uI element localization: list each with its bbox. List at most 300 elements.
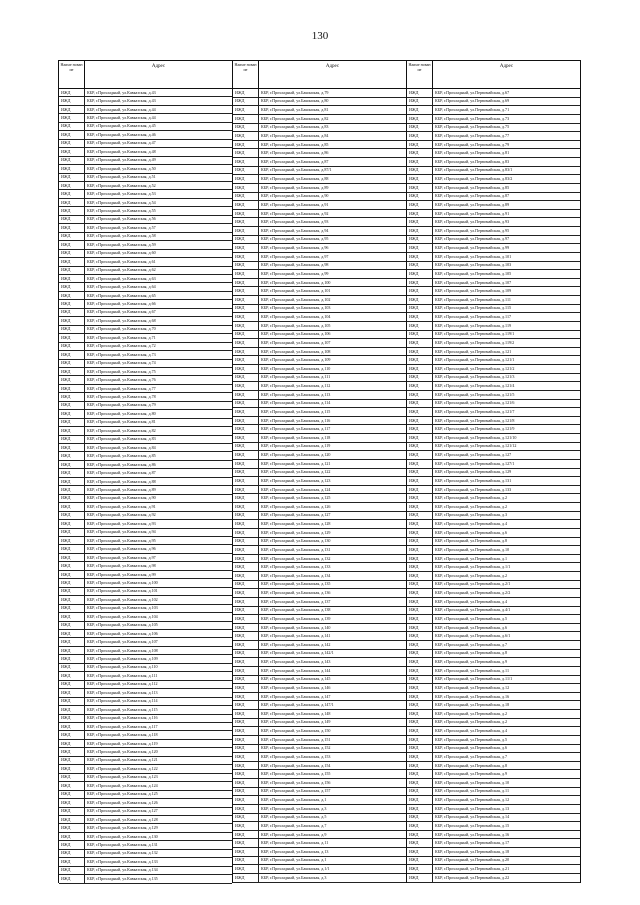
table-row: [233, 184, 406, 193]
row-address: КБР, г.Прохладный, ул.Бакинская, д.138: [261, 608, 331, 613]
row-type: ИЖД: [407, 253, 433, 261]
row-type: ИЖД: [407, 538, 433, 546]
row-type: ИЖД: [407, 736, 433, 744]
table-row: [59, 554, 232, 562]
row-address: КБР, г.Прохладный, ул.Бакинская, д.108: [261, 349, 331, 354]
row-address: КБР, г.Прохладный, ул.Бакинская, д.153: [261, 754, 331, 759]
table-row: [233, 305, 406, 314]
row-type: ИЖД: [59, 300, 85, 307]
table-row: [59, 715, 232, 723]
table-row: [407, 106, 580, 115]
row-address: КБР, г.Прохладный, ул.Бакинская, д.3: [261, 806, 327, 811]
row-address: КБР, г.Прохладный, ул.Первомайская, д.121/8: [435, 418, 515, 423]
row-address: КБР, г.Прохладный, ул.Кавказская, д.64: [87, 285, 156, 290]
row-type: ИЖД: [233, 305, 259, 313]
table-row: [407, 262, 580, 271]
table-row: [233, 814, 406, 823]
table-row: [59, 199, 232, 207]
table-row: [233, 348, 406, 357]
row-address: КБР, г.Прохладный, ул.Бакинская, д.1: [261, 858, 327, 863]
table-row: [59, 782, 232, 790]
table-row: [407, 193, 580, 202]
table-row: [59, 824, 232, 832]
row-address: КБР, г.Прохладный, ул.Бакинская, д.83: [261, 125, 329, 130]
row-type: ИЖД: [59, 571, 85, 578]
row-address: КБР, г.Прохладный, ул.Бакинская, д.110: [261, 366, 331, 371]
table-row: [407, 460, 580, 469]
table-row: [59, 579, 232, 587]
row-address: КБР, г.Прохладный, ул.Первомайская, д.121/1: [435, 358, 515, 363]
row-address: КБР, г.Прохладный, ул.Кавказская, д.96: [87, 547, 156, 552]
row-address: КБР, г.Прохладный, ул.Кавказская, д.47: [87, 141, 156, 146]
table-row: [407, 632, 580, 641]
row-address: КБР, г.Прохладный, ул.Бакинская, д.134: [261, 573, 331, 578]
row-type: ИЖД: [407, 408, 433, 416]
row-type: ИЖД: [407, 175, 433, 183]
table-row: [407, 546, 580, 555]
row-address: КБР, г.Прохладный, ул.Бакинская, д.101: [261, 289, 331, 294]
row-type: ИЖД: [59, 630, 85, 637]
row-address: КБР, г.Прохладный, ул.Кавказская, д.63: [87, 276, 156, 281]
row-address: КБР, г.Прохладный, ул.Кавказская, д.67: [87, 310, 156, 315]
row-type: ИЖД: [407, 417, 433, 425]
table-row: [233, 374, 406, 383]
row-address: КБР, г.Прохладный, ул.Бакинская, д.87/1: [261, 168, 332, 173]
row-type: ИЖД: [59, 765, 85, 772]
row-address: КБР, г.Прохладный, ул.Бакинская, д.100: [261, 280, 331, 285]
row-address: КБР, г.Прохладный, ул.Кавказская, д.95: [87, 538, 156, 543]
table-row: [59, 207, 232, 215]
row-type: ИЖД: [407, 658, 433, 666]
row-address: КБР, г.Прохладный, ул.Бакинская, д.95: [261, 237, 329, 242]
row-address: КБР, г.Прохладный, ул.Кавказская, д.107: [87, 640, 158, 645]
row-type: ИЖД: [233, 822, 259, 830]
row-type: ИЖД: [59, 757, 85, 764]
row-address: КБР, г.Прохладный, ул.Первомайская, д.121/4: [435, 384, 515, 389]
row-type: ИЖД: [233, 287, 259, 295]
table-row: [407, 400, 580, 409]
row-address: КБР, г.Прохладный, ул.Бакинская, д.119: [261, 444, 331, 449]
table-row: [59, 588, 232, 596]
row-type: ИЖД: [407, 469, 433, 477]
row-address: КБР, г.Прохладный, ул.Первомайская, д.10: [435, 780, 510, 785]
table-row: [59, 436, 232, 444]
table-row: [59, 537, 232, 545]
row-type: ИЖД: [59, 385, 85, 392]
row-type: ИЖД: [233, 227, 259, 235]
table-row: [59, 850, 232, 858]
table-row: [233, 460, 406, 469]
table-row: [233, 98, 406, 107]
row-address: КБР, г.Прохладный, ул.Первомайская, д.6: [435, 530, 508, 535]
table-row: [59, 495, 232, 503]
table-rows: [59, 89, 232, 883]
row-address: КБР, г.Прохладный, ул.Кавказская, д.83: [87, 437, 156, 442]
row-type: ИЖД: [59, 850, 85, 857]
table-row: [407, 469, 580, 478]
row-type: ИЖД: [233, 236, 259, 244]
table-row: [407, 865, 580, 874]
row-type: ИЖД: [233, 451, 259, 459]
row-type: ИЖД: [59, 250, 85, 257]
row-address: КБР, г.Прохладный, ул.Кавказская, д.66: [87, 302, 156, 306]
row-address: КБР, г.Прохладный, ул.Первомайская, д.1: [435, 556, 508, 561]
row-type: ИЖД: [59, 808, 85, 815]
table-row: [233, 745, 406, 754]
row-type: ИЖД: [407, 348, 433, 356]
table-row: [407, 650, 580, 659]
table-row: [233, 158, 406, 167]
row-type: ИЖД: [59, 351, 85, 358]
row-address: КБР, г.Прохладный, ул.Бакинская, д.7: [261, 823, 327, 828]
row-address: КБР, г.Прохладный, ул.Первомайская, д.83/2: [435, 177, 513, 182]
row-address: КБР, г.Прохладный, ул.Первомайская, д.11: [435, 789, 509, 794]
row-address: КБР, г.Прохладный, ул.Первомайская, д.16: [435, 694, 510, 699]
table-row: [59, 216, 232, 224]
row-address: КБР, г.Прохладный, ул.Кавказская, д.99: [87, 572, 156, 577]
table-row: [407, 279, 580, 288]
table-row: [59, 605, 232, 613]
row-type: ИЖД: [233, 615, 259, 623]
row-address: КБР, г.Прохладный, ул.Первомайская, д.14: [435, 815, 510, 820]
row-address: КБР, г.Прохладный, ул.Бакинская, д.120: [261, 453, 331, 458]
row-address: КБР, г.Прохладный, ул.Первомайская, д.8: [435, 763, 508, 768]
table-row: [59, 689, 232, 697]
row-address: КБР, г.Прохладный, ул.Первомайская, д.11/1: [435, 677, 513, 682]
row-type: ИЖД: [407, 244, 433, 252]
table-row: [407, 607, 580, 616]
row-type: ИЖД: [233, 374, 259, 382]
row-type: ИЖД: [233, 124, 259, 132]
row-address: КБР, г.Прохладный, ул.Первомайская, д.10: [435, 547, 510, 552]
table-row: [233, 365, 406, 374]
row-address: КБР, г.Прохладный, ул.Бакинская, д.79: [261, 90, 329, 95]
table-row: [59, 638, 232, 646]
row-type: ИЖД: [59, 824, 85, 831]
row-type: ИЖД: [233, 244, 259, 252]
row-type: ИЖД: [233, 434, 259, 442]
table-row: [59, 452, 232, 460]
row-address: КБР, г.Прохладный, ул.Кавказская, д.111: [87, 673, 158, 678]
row-type: ИЖД: [59, 799, 85, 806]
row-type: ИЖД: [407, 201, 433, 209]
row-address: КБР, г.Прохладный, ул.Кавказская, д.68: [87, 318, 156, 323]
row-type: ИЖД: [59, 376, 85, 383]
row-address: КБР, г.Прохладный, ул.Кавказская, д.81: [87, 420, 156, 425]
table-row: [407, 745, 580, 754]
row-address: КБР, г.Прохладный, ул.Кавказская, д.77: [87, 386, 156, 391]
row-address: КБР, г.Прохладный, ул.Кавказская, д.113: [87, 690, 158, 695]
table-row: [59, 106, 232, 114]
table-row: [59, 444, 232, 452]
table-row: [233, 512, 406, 521]
row-type: ИЖД: [407, 572, 433, 580]
row-type: ИЖД: [233, 391, 259, 399]
table-row: [233, 684, 406, 693]
row-address: КБР, г.Прохладный, ул.Первомайская, д.91: [435, 211, 510, 216]
row-type: ИЖД: [233, 632, 259, 640]
table-row: [233, 149, 406, 158]
row-address: КБР, г.Прохладный, ул.Первомайская, д.129: [435, 470, 512, 475]
row-type: ИЖД: [233, 141, 259, 149]
row-address: КБР, г.Прохладный, ул.Первомайская, д.109: [435, 289, 512, 294]
row-address: КБР, г.Прохладный, ул.Бакинская, д.130: [261, 539, 331, 544]
row-type: ИЖД: [233, 89, 259, 97]
table-row: [407, 676, 580, 685]
row-address: КБР, г.Прохладный, ул.Первомайская, д.121/7: [435, 409, 515, 414]
row-type: ИЖД: [233, 408, 259, 416]
table-row: [59, 774, 232, 782]
table-row: [407, 451, 580, 460]
row-type: ИЖД: [59, 579, 85, 586]
row-type: ИЖД: [407, 503, 433, 511]
row-address: КБР, г.Прохладный, ул.Бакинская, д.1/1: [261, 867, 330, 872]
row-type: ИЖД: [59, 393, 85, 400]
row-type: ИЖД: [407, 270, 433, 278]
row-type: ИЖД: [233, 322, 259, 330]
row-address: КБР, г.Прохладный, ул.Бакинская, д.140: [261, 625, 331, 630]
row-type: ИЖД: [233, 676, 259, 684]
table-row: [59, 622, 232, 630]
row-type: ИЖД: [233, 736, 259, 744]
table-row: [59, 647, 232, 655]
row-address: КБР, г.Прохладный, ул.Бакинская, д.102: [261, 297, 331, 302]
row-address: КБР, г.Прохладный, ул.Бакинская, д.157: [261, 789, 331, 794]
table-row: [407, 253, 580, 262]
row-type: ИЖД: [59, 554, 85, 561]
table-row: [59, 461, 232, 469]
table-row: [407, 494, 580, 503]
table-row: [233, 322, 406, 331]
table-row: [59, 148, 232, 156]
row-address: КБР, г.Прохладный, ул.Кавказская, д.106: [87, 631, 158, 636]
row-type: ИЖД: [407, 710, 433, 718]
row-type: ИЖД: [407, 693, 433, 701]
table-row: [233, 132, 406, 141]
row-address: КБР, г.Прохладный, ул.Бакинская, д.141: [261, 634, 331, 639]
table-header: [407, 60, 580, 89]
table-row: [407, 296, 580, 305]
row-address: КБР, г.Прохладный, ул.Первомайская, д.15: [435, 823, 510, 828]
row-type: ИЖД: [59, 283, 85, 290]
row-address: КБР, г.Прохладный, ул.Первомайская, д.2: [435, 496, 508, 501]
row-type: ИЖД: [59, 267, 85, 274]
table-row: [233, 244, 406, 253]
row-address: КБР, г.Прохладный, ул.Первомайская, д.2: [435, 504, 508, 509]
table-row: [407, 538, 580, 547]
row-address: КБР, г.Прохладный, ул.Кавказская, д.124: [87, 783, 158, 788]
row-address: КБР, г.Прохладный, ул.Первомайская, д.121/12: [435, 444, 517, 449]
table-row: [233, 115, 406, 124]
table-row: [407, 236, 580, 245]
table-row: [233, 779, 406, 788]
row-type: ИЖД: [407, 331, 433, 339]
table-row: [59, 529, 232, 537]
table-row: [233, 434, 406, 443]
table-row: [407, 417, 580, 426]
table-row: [233, 770, 406, 779]
row-type: ИЖД: [59, 334, 85, 341]
table-row: [407, 529, 580, 538]
row-address: КБР, г.Прохладный, ул.Первомайская, д.99: [435, 246, 510, 251]
row-address: КБР, г.Прохладный, ул.Кавказская, д.52: [87, 183, 156, 188]
row-type: ИЖД: [233, 572, 259, 580]
row-type: ИЖД: [233, 520, 259, 528]
table-row: [59, 469, 232, 477]
table-row: [407, 684, 580, 693]
row-type: ИЖД: [59, 241, 85, 248]
table-row: [59, 368, 232, 376]
row-type: ИЖД: [59, 317, 85, 324]
row-type: ИЖД: [233, 762, 259, 770]
row-address: КБР, г.Прохладный, ул.Первомайская, д.2/2: [435, 591, 511, 596]
row-address: КБР, г.Прохладный, ул.Кавказская, д.92: [87, 513, 156, 518]
row-type: ИЖД: [233, 503, 259, 511]
row-address: КБР, г.Прохладный, ул.Первомайская, д.115: [435, 306, 512, 311]
row-type: ИЖД: [59, 867, 85, 874]
row-type: ИЖД: [59, 165, 85, 172]
row-type: ИЖД: [407, 555, 433, 563]
table-row: [59, 630, 232, 638]
table-row: [407, 770, 580, 779]
row-address: КБР, г.Прохладный, ул.Кавказская, д.117: [87, 724, 158, 729]
row-type: ИЖД: [59, 529, 85, 536]
row-type: ИЖД: [59, 740, 85, 747]
row-type: ИЖД: [233, 546, 259, 554]
row-type: ИЖД: [59, 698, 85, 705]
table-row: [233, 227, 406, 236]
row-address: КБР, г.Прохладный, ул.Бакинская, д.107: [261, 340, 331, 345]
row-type: ИЖД: [59, 723, 85, 730]
row-type: ИЖД: [233, 477, 259, 485]
row-address: КБР, г.Прохладный, ул.Бакинская, д.9: [261, 832, 327, 837]
row-address: КБР, г.Прохладный, ул.Бакинская, д.147/1: [261, 703, 334, 708]
row-address: КБР, г.Прохладный, ул.Бакинская, д.154: [261, 763, 331, 768]
table-row: [407, 287, 580, 296]
row-type: ИЖД: [233, 865, 259, 873]
row-address: КБР, г.Прохладный, ул.Бакинская, д.132: [261, 556, 331, 561]
table-row: [59, 317, 232, 325]
row-address: КБР, г.Прохладный, ул.Бакинская, д.147: [261, 694, 331, 699]
row-address: КБР, г.Прохладный, ул.Бакинская, д.152: [261, 746, 331, 751]
row-address: КБР, г.Прохладный, ул.Первомайская, д.81: [435, 151, 510, 156]
row-address: КБР, г.Прохладный, ул.Бакинская, д.129: [261, 530, 331, 535]
table-row: [59, 571, 232, 579]
row-address: КБР, г.Прохладный, ул.Кавказская, д.84: [87, 445, 156, 450]
row-address: КБР, г.Прохладный, ул.Первомайская, д.93: [435, 220, 510, 225]
row-address: КБР, г.Прохладный, ул.Бакинская, д.13: [261, 849, 329, 854]
row-address: КБР, г.Прохладный, ул.Бакинская, д.121: [261, 461, 331, 466]
row-type: ИЖД: [407, 167, 433, 175]
row-address: КБР, г.Прохладный, ул.Бакинская, д.3: [261, 875, 327, 880]
row-type: ИЖД: [233, 382, 259, 390]
row-address: КБР, г.Прохладный, ул.Кавказская, д.97: [87, 555, 156, 560]
row-address: КБР, г.Прохладный, ул.Первомайская, д.83: [435, 159, 510, 164]
table-row: [233, 236, 406, 245]
table-row: [233, 615, 406, 624]
row-address: КБР, г.Прохладный, ул.Кавказская, д.57: [87, 225, 156, 230]
row-address: КБР, г.Прохладный, ул.Кавказская, д.82: [87, 428, 156, 433]
row-address: КБР, г.Прохладный, ул.Кавказская, д.59: [87, 242, 156, 247]
row-address: КБР, г.Прохладный, ул.Бакинская, д.84: [261, 133, 329, 138]
row-type: ИЖД: [407, 106, 433, 114]
table-row: [407, 796, 580, 805]
row-type: ИЖД: [233, 253, 259, 261]
row-type: ИЖД: [59, 233, 85, 240]
row-address: КБР, г.Прохладный, ул.Бакинская, д.81: [261, 108, 329, 113]
row-type: ИЖД: [407, 848, 433, 856]
row-address: КБР, г.Прохладный, ул.Кавказская, д.135: [87, 876, 158, 881]
row-type: ИЖД: [407, 624, 433, 632]
table-row: [59, 562, 232, 570]
row-type: ИЖД: [233, 684, 259, 692]
table-row: [233, 874, 406, 883]
row-type: ИЖД: [59, 512, 85, 519]
row-type: ИЖД: [407, 520, 433, 528]
row-type: ИЖД: [407, 563, 433, 571]
table-row: [407, 874, 580, 883]
row-address: КБР, г.Прохладный, ул.Кавказская, д.98: [87, 564, 156, 569]
row-type: ИЖД: [233, 158, 259, 166]
table-row: [233, 839, 406, 848]
table-row: [59, 326, 232, 334]
row-address: КБР, г.Прохладный, ул.Бакинская, д.124: [261, 487, 331, 492]
table-row: [407, 658, 580, 667]
row-address: КБР, г.Прохладный, ул.Первомайская, д.97: [435, 237, 510, 242]
row-address: КБР, г.Прохладный, ул.Первомайская, д.7: [435, 754, 508, 759]
row-type: ИЖД: [233, 486, 259, 494]
table-row: [59, 427, 232, 435]
table-header: [233, 60, 406, 89]
row-type: ИЖД: [407, 305, 433, 313]
row-address: КБР, г.Прохладный, ул.Первомайская, д.121: [435, 349, 512, 354]
row-type: ИЖД: [59, 140, 85, 147]
row-type: ИЖД: [59, 275, 85, 282]
row-address: КБР, г.Прохладный, ул.Бакинская, д.123: [261, 478, 331, 483]
row-address: КБР, г.Прохладный, ул.Первомайская, д.79: [435, 142, 510, 147]
table-row: [407, 520, 580, 529]
row-type: ИЖД: [407, 391, 433, 399]
row-type: ИЖД: [407, 141, 433, 149]
row-type: ИЖД: [407, 477, 433, 485]
table-row: [407, 624, 580, 633]
table-row: [407, 322, 580, 331]
table-row: [59, 596, 232, 604]
row-type: ИЖД: [407, 615, 433, 623]
row-type: ИЖД: [233, 98, 259, 106]
row-address: КБР, г.Прохладный, ул.Первомайская, д.2: [435, 711, 508, 716]
row-address: КБР, г.Прохладный, ул.Бакинская, д.80: [261, 99, 329, 104]
row-type: ИЖД: [59, 174, 85, 181]
table-row: [59, 334, 232, 342]
row-address: КБР, г.Прохладный, ул.Первомайская, д.111: [435, 297, 511, 302]
row-address: КБР, г.Прохладный, ул.Первомайская, д.18: [435, 703, 510, 708]
table-row: [233, 805, 406, 814]
row-type: ИЖД: [59, 207, 85, 214]
row-type: ИЖД: [407, 339, 433, 347]
table-row: [407, 805, 580, 814]
row-type: ИЖД: [407, 796, 433, 804]
row-address: КБР, г.Прохладный, ул.Первомайская, д.5: [435, 616, 508, 621]
table-row: [59, 140, 232, 148]
row-type: ИЖД: [59, 520, 85, 527]
row-type: ИЖД: [59, 782, 85, 789]
table-row: [59, 292, 232, 300]
row-address: КБР, г.Прохладный, ул.Первомайская, д.4: [435, 599, 508, 604]
table-row: [407, 788, 580, 797]
table-row: [407, 555, 580, 564]
table-row: [233, 451, 406, 460]
